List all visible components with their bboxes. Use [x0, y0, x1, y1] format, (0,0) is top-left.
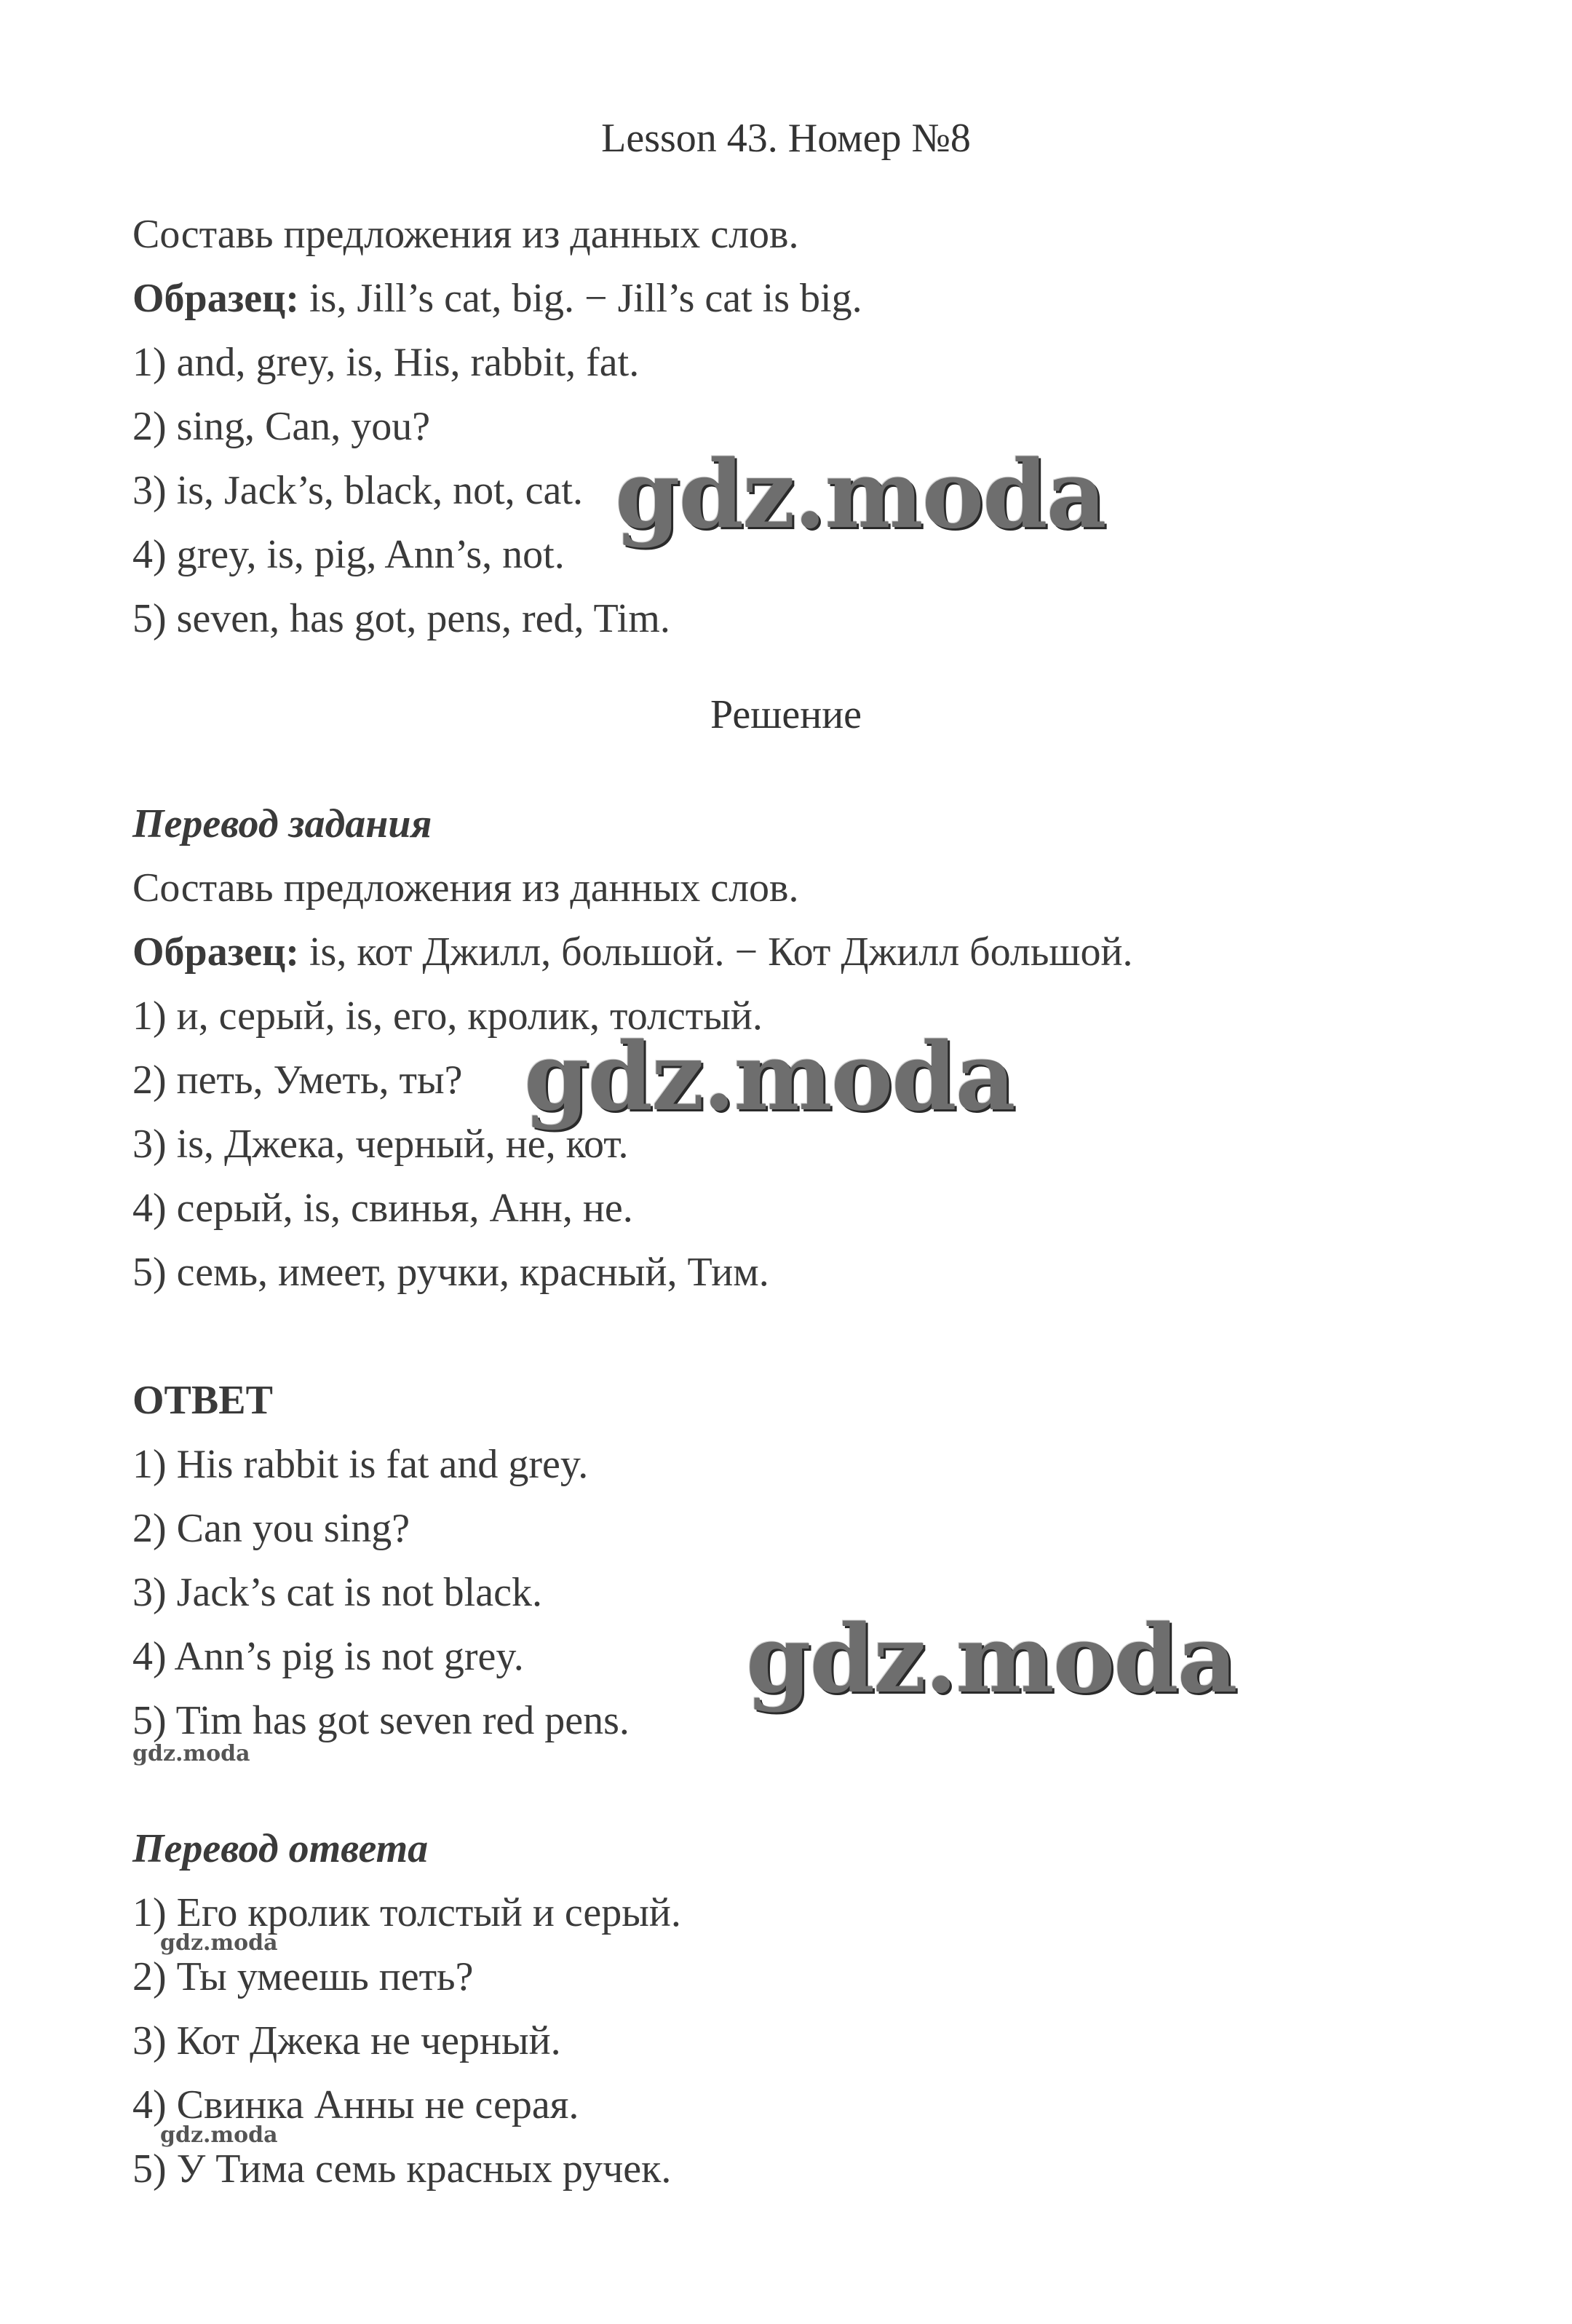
answer-translation-item: 5) У Тима семь красных ручек. [132, 2146, 672, 2192]
solution-heading: Решение [710, 692, 862, 737]
translation-example [132, 929, 1132, 975]
watermark: gdz.moda [615, 440, 1105, 550]
translation-example-label: Образец: [132, 929, 299, 975]
answer-item: 5) Tim has got seven red pens. [132, 1698, 630, 1743]
answer-item: 1) His rabbit is fat and grey. [132, 1442, 589, 1487]
answer-translation-item: 2) Ты умеешь петь? [132, 1954, 474, 1999]
answer-translation-heading: Перевод ответа [132, 1826, 429, 1871]
watermark-small: gdz.moda [160, 2122, 278, 2148]
task-example-label: Образец: [132, 276, 299, 321]
task-item: 3) is, Jack’s, black, not, cat. [132, 468, 583, 513]
translation-item: 1) и, серый, is, его, кролик, толстый. [132, 994, 763, 1039]
answer-translation-item: 3) Кот Джека не черный. [132, 2018, 561, 2063]
task-item: 2) sing, Can, you? [132, 404, 431, 449]
task-example-text: is, Jill’s cat, big. − Jill’s cat is big. [298, 276, 862, 321]
watermark: gdz.moda [746, 1605, 1236, 1714]
translation-item: 3) is, Джека, черный, не, кот. [132, 1122, 629, 1167]
task-item: 1) and, grey, is, His, rabbit, fat. [132, 340, 640, 385]
translation-instruction: Составь предложения из данных слов. [132, 865, 799, 911]
answer-item: 2) Can you sing? [132, 1506, 410, 1551]
watermark-small: gdz.moda [160, 1930, 278, 1956]
answer-item: 4) Ann’s pig is not grey. [132, 1634, 524, 1679]
translation-item: 4) серый, is, свинья, Анн, не. [132, 1186, 633, 1231]
answer-item: 3) Jack’s cat is not black. [132, 1570, 542, 1615]
task-example [132, 275, 862, 322]
watermark: gdz.moda [524, 1023, 1015, 1132]
page-title: Lesson 43. Номер №8 [601, 116, 971, 161]
answer-heading: ОТВЕТ [132, 1378, 273, 1423]
translation-example-text: is, кот Джилл, большой. − Кот Джилл большой. [298, 929, 1133, 975]
translation-heading: Перевод задания [132, 801, 432, 846]
task-instruction: Составь предложения из данных слов. [132, 212, 799, 257]
answer-translation-item: 4) Свинка Анны не серая. [132, 2082, 579, 2127]
translation-item: 5) семь, имеет, ручки, красный, Тим. [132, 1250, 769, 1295]
answer-translation-item: 1) Его кролик толстый и серый. [132, 1890, 681, 1935]
watermark-small: gdz.moda [132, 1741, 250, 1766]
task-item: 5) seven, has got, pens, red, Tim. [132, 596, 670, 641]
translation-item: 2) петь, Уметь, ты? [132, 1058, 463, 1103]
task-item: 4) grey, is, pig, Ann’s, not. [132, 532, 565, 577]
